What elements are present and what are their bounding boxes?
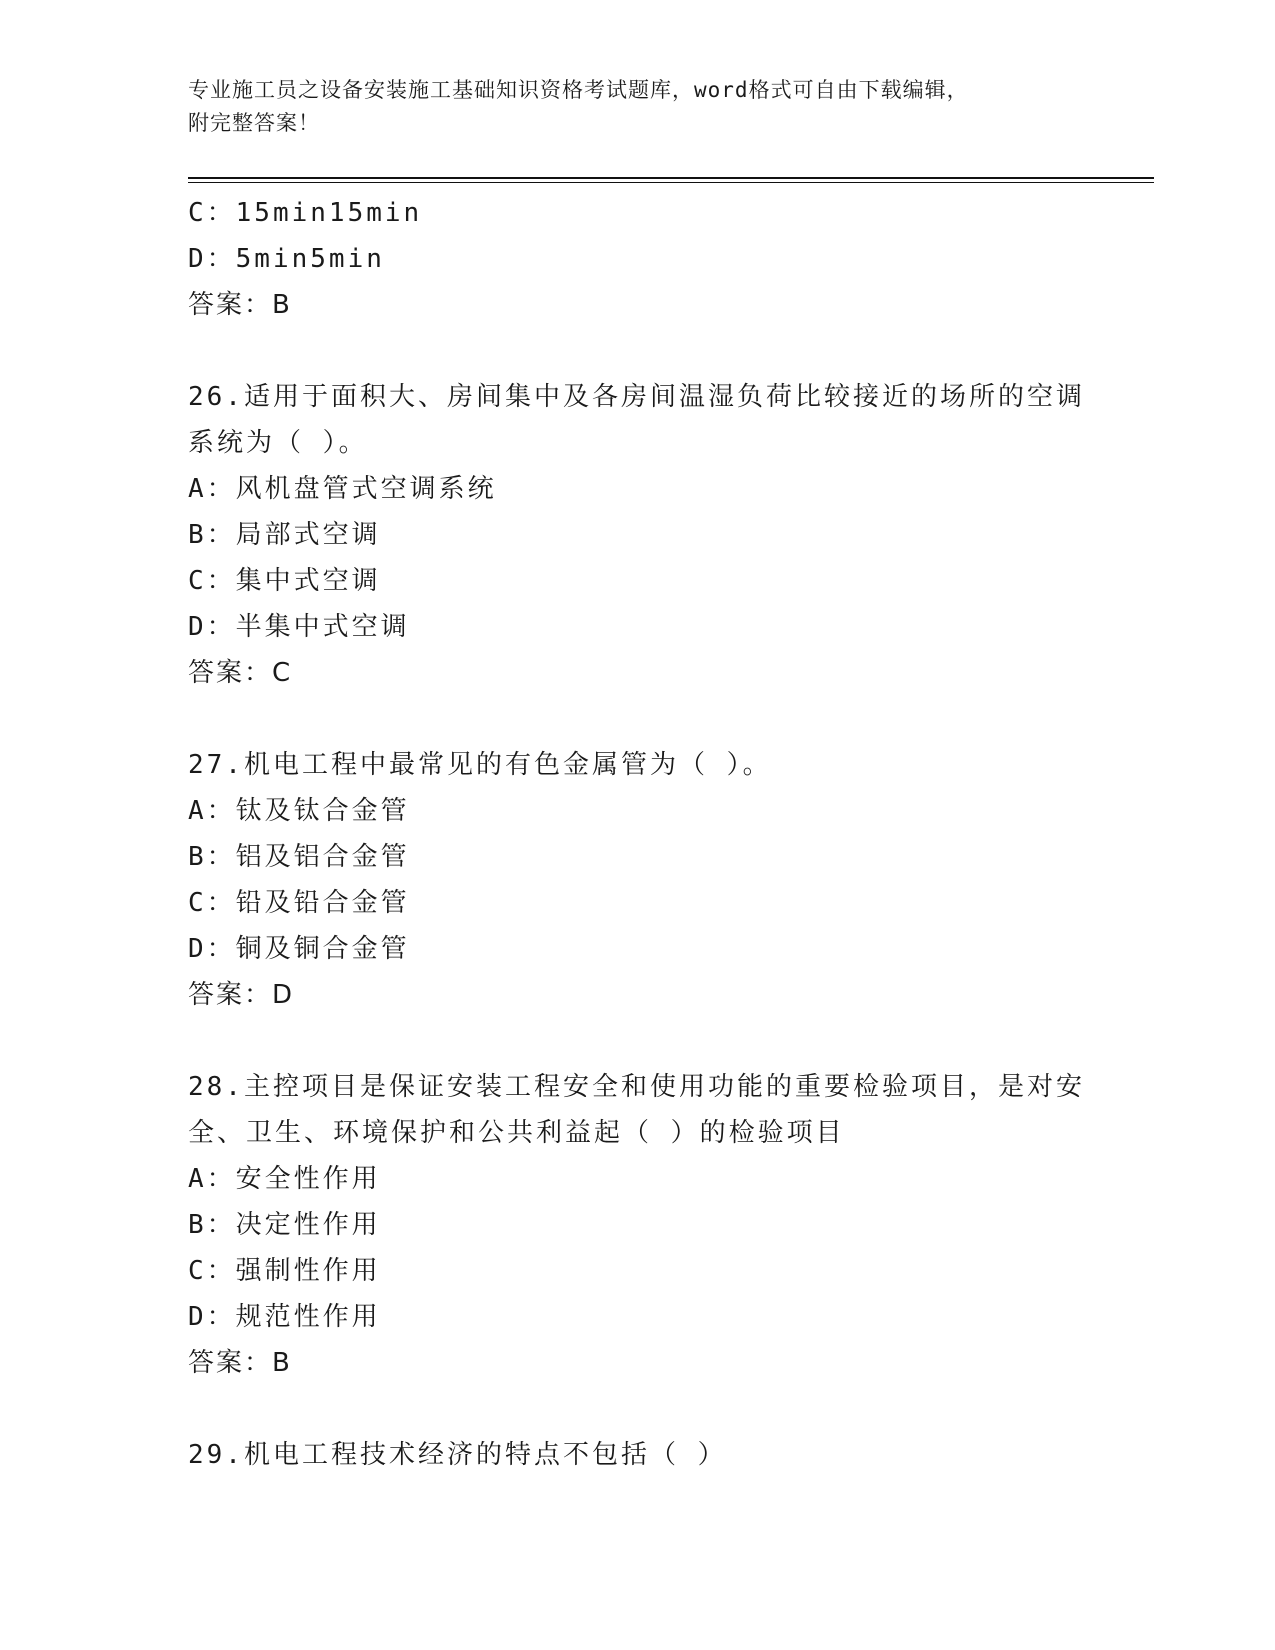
header-title-line-1: 专业施工员之设备安装施工基础知识资格考试题库，word格式可自由下载编辑， — [188, 78, 969, 102]
option-d: D：半集中式空调 — [188, 612, 410, 642]
header-divider-thin — [188, 182, 1154, 183]
question-26 — [188, 374, 1088, 696]
question-29 — [188, 1432, 1088, 1478]
question-list — [188, 190, 1088, 1478]
question-28 — [188, 1064, 1088, 1386]
option-b: B：决定性作用 — [188, 1210, 381, 1240]
document-header — [188, 74, 1088, 140]
question-stem-line-1: 28.主控项目是保证安装工程安全和使用功能的重要检验项目，是对安 — [188, 1072, 1085, 1102]
question-stem-line-1: 27.机电工程中最常见的有色金属管为（ ）。 — [188, 750, 772, 780]
spacer — [188, 1386, 1088, 1432]
option-b: B：铝及铝合金管 — [188, 842, 410, 872]
header-divider-thick — [188, 177, 1154, 179]
answer: 答案：B — [188, 1348, 292, 1378]
question-stem-line-1: 26.适用于面积大、房间集中及各房间温湿负荷比较接近的场所的空调 — [188, 382, 1085, 412]
option-a: A：风机盘管式空调系统 — [188, 474, 497, 504]
option-a: A：安全性作用 — [188, 1164, 381, 1194]
spacer — [188, 696, 1088, 742]
option-c: C：强制性作用 — [188, 1256, 381, 1286]
option-d: D：5min5min — [188, 244, 385, 274]
option-b: B：局部式空调 — [188, 520, 381, 550]
question-stem-line-2: 全、卫生、环境保护和公共利益起（ ）的检验项目 — [188, 1118, 845, 1148]
option-c: C：铅及铅合金管 — [188, 888, 410, 918]
option-d: D：铜及铜合金管 — [188, 934, 410, 964]
option-d: D：规范性作用 — [188, 1302, 381, 1332]
option-c: C：15min15min — [188, 198, 423, 228]
answer: 答案：B — [188, 290, 292, 320]
option-c: C：集中式空调 — [188, 566, 381, 596]
spacer — [188, 328, 1088, 374]
question-27 — [188, 742, 1088, 1018]
spacer — [188, 1018, 1088, 1064]
option-a: A：钛及钛合金管 — [188, 796, 410, 826]
question-stem-line-1: 29.机电工程技术经济的特点不包括（ ） — [188, 1440, 727, 1470]
answer: 答案：D — [188, 980, 295, 1010]
question-25-continued — [188, 190, 1088, 328]
question-stem-line-2: 系统为（ ）。 — [188, 428, 368, 458]
answer: 答案：C — [188, 658, 293, 688]
header-title-line-2: 附完整答案！ — [188, 111, 320, 135]
